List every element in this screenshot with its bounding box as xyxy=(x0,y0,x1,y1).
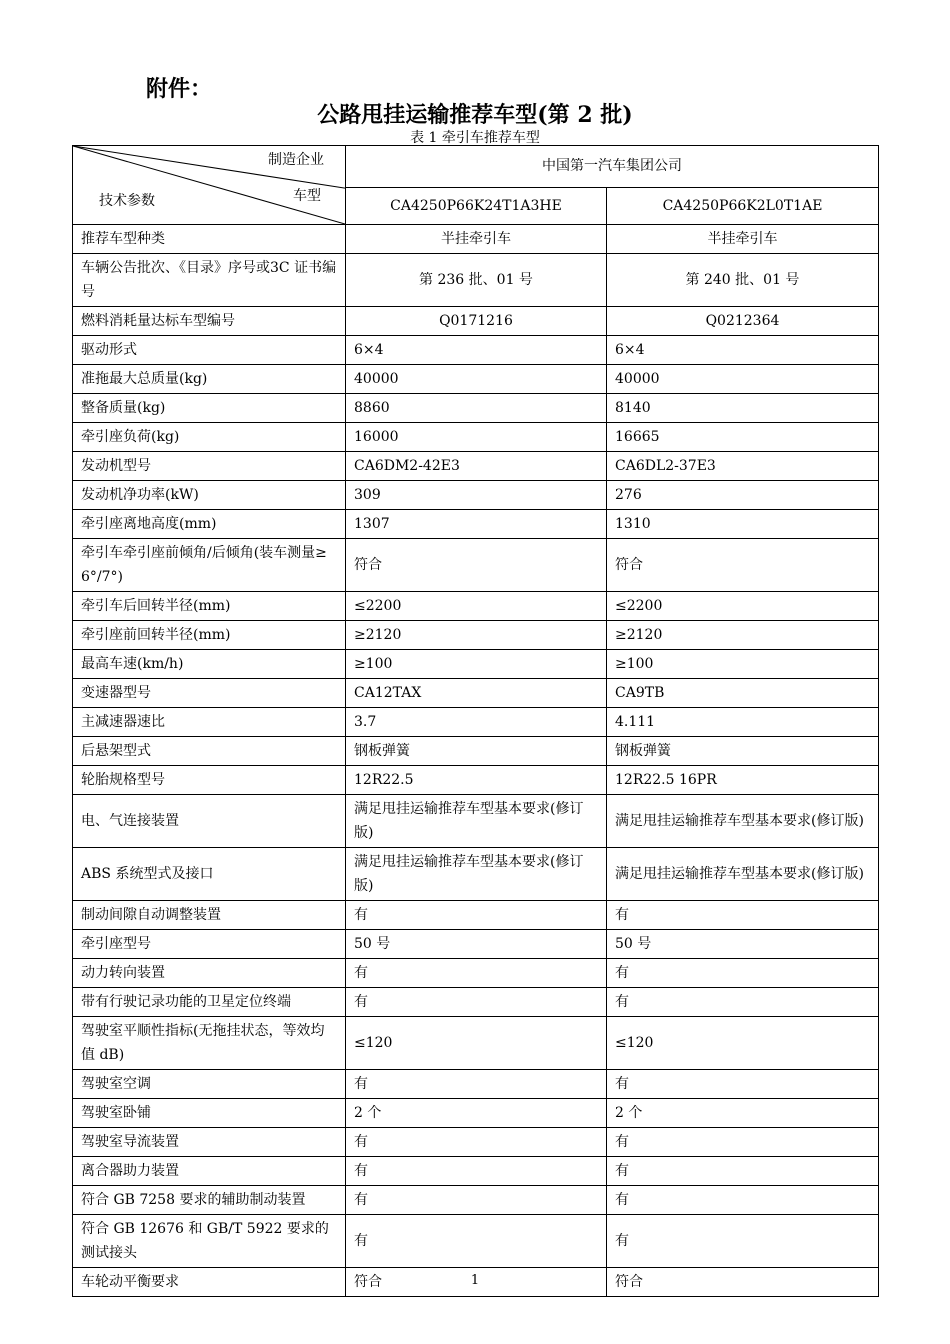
value-cell-a: 半挂牵引车 xyxy=(346,225,607,254)
table-row xyxy=(73,848,879,901)
value-cell-b: 有 xyxy=(607,959,879,988)
value-cell-b: 有 xyxy=(607,1157,879,1186)
value-cell-b: CA9TB xyxy=(607,679,879,708)
value-cell-a: ≥100 xyxy=(346,650,607,679)
value-cell-a: 6×4 xyxy=(346,336,607,365)
value-cell-b: ≤120 xyxy=(607,1017,879,1070)
value-cell-a: CA12TAX xyxy=(346,679,607,708)
table-row xyxy=(73,481,879,510)
value-cell-b: ≤2200 xyxy=(607,592,879,621)
table-row xyxy=(73,1017,879,1070)
value-cell-b: 满足甩挂运输推荐车型基本要求(修订版) xyxy=(607,795,879,848)
table-row xyxy=(73,365,879,394)
table-row xyxy=(73,1099,879,1128)
header-row-manufacturer xyxy=(73,146,879,188)
table-row xyxy=(73,930,879,959)
table-row xyxy=(73,1215,879,1268)
table-row xyxy=(73,795,879,848)
table-row xyxy=(73,510,879,539)
spec-table xyxy=(72,145,879,1297)
param-cell: 符合 GB 7258 要求的辅助制动装置 xyxy=(73,1186,346,1215)
param-cell: 车轮动平衡要求 xyxy=(73,1268,346,1297)
value-cell-a: 有 xyxy=(346,1186,607,1215)
value-cell-a: 有 xyxy=(346,988,607,1017)
value-cell-b: 2 个 xyxy=(607,1099,879,1128)
value-cell-a: 有 xyxy=(346,901,607,930)
table-row xyxy=(73,766,879,795)
param-cell: 离合器助力装置 xyxy=(73,1157,346,1186)
param-cell: 驱动形式 xyxy=(73,336,346,365)
document-title: 公路甩挂运输推荐车型(第 2 批) xyxy=(317,102,633,128)
manufacturer-cell: 中国第一汽车集团公司 xyxy=(346,146,879,188)
value-cell-a: 有 xyxy=(346,1128,607,1157)
table-caption: 表 1 牵引车推荐车型 xyxy=(410,130,540,146)
corner-label-params: 技术参数 xyxy=(99,193,155,209)
param-cell: 牵引车牵引座前倾角/后倾角(装车测量≥6°/7°) xyxy=(73,539,346,592)
value-cell-a: 满足甩挂运输推荐车型基本要求(修订版) xyxy=(346,848,607,901)
table-row xyxy=(73,254,879,307)
param-cell: 驾驶室平顺性指标(无拖挂状态，等效均值 dB) xyxy=(73,1017,346,1070)
table-row xyxy=(73,621,879,650)
value-cell-b: 16665 xyxy=(607,423,879,452)
value-cell-b: 12R22.5 16PR xyxy=(607,766,879,795)
table-row xyxy=(73,452,879,481)
table-row xyxy=(73,539,879,592)
corner-label-model: 车型 xyxy=(293,188,321,204)
value-cell-a: ≥2120 xyxy=(346,621,607,650)
value-cell-a: ≤120 xyxy=(346,1017,607,1070)
table-row xyxy=(73,225,879,254)
value-cell-b: 有 xyxy=(607,1128,879,1157)
param-cell: 驾驶室卧铺 xyxy=(73,1099,346,1128)
table-row xyxy=(73,336,879,365)
value-cell-a: 钢板弹簧 xyxy=(346,737,607,766)
value-cell-a: 有 xyxy=(346,1157,607,1186)
param-cell: 轮胎规格型号 xyxy=(73,766,346,795)
value-cell-a: 有 xyxy=(346,1070,607,1099)
annex-label: 附件： xyxy=(146,76,213,102)
param-cell: 发动机净功率(kW) xyxy=(73,481,346,510)
value-cell-a: 12R22.5 xyxy=(346,766,607,795)
value-cell-a: CA6DM2-42E3 xyxy=(346,452,607,481)
value-cell-a: 40000 xyxy=(346,365,607,394)
param-cell: 车辆公告批次、《目录》序号或3C 证书编号 xyxy=(73,254,346,307)
value-cell-a: 符合 xyxy=(346,1268,607,1297)
param-cell: 牵引座前回转半径(mm) xyxy=(73,621,346,650)
value-cell-b: Q0212364 xyxy=(607,307,879,336)
value-cell-a: 1307 xyxy=(346,510,607,539)
param-cell: 带有行驶记录功能的卫星定位终端 xyxy=(73,988,346,1017)
table-row xyxy=(73,737,879,766)
value-cell-b: 钢板弹簧 xyxy=(607,737,879,766)
value-cell-b: ≥100 xyxy=(607,650,879,679)
param-cell: 电、气连接装置 xyxy=(73,795,346,848)
value-cell-b: 8140 xyxy=(607,394,879,423)
value-cell-a: 有 xyxy=(346,959,607,988)
value-cell-a: 8860 xyxy=(346,394,607,423)
value-cell-b: 有 xyxy=(607,901,879,930)
value-cell-a: 3.7 xyxy=(346,708,607,737)
table-row xyxy=(73,1157,879,1186)
value-cell-b: 4.111 xyxy=(607,708,879,737)
corner-header-cell xyxy=(73,146,346,225)
value-cell-a: 符合 xyxy=(346,539,607,592)
table-row xyxy=(73,650,879,679)
param-cell: 驾驶室空调 xyxy=(73,1070,346,1099)
param-cell: 变速器型号 xyxy=(73,679,346,708)
param-cell: 牵引座型号 xyxy=(73,930,346,959)
corner-label-manufacturer: 制造企业 xyxy=(268,152,324,168)
param-cell: 符合 GB 12676 和 GB/T 5922 要求的测试接头 xyxy=(73,1215,346,1268)
value-cell-a: 满足甩挂运输推荐车型基本要求(修订版) xyxy=(346,795,607,848)
table-row xyxy=(73,423,879,452)
table-row xyxy=(73,1128,879,1157)
value-cell-b: 符合 xyxy=(607,539,879,592)
value-cell-a: 16000 xyxy=(346,423,607,452)
table-row xyxy=(73,394,879,423)
table-row xyxy=(73,307,879,336)
value-cell-b: 半挂牵引车 xyxy=(607,225,879,254)
table-row xyxy=(73,988,879,1017)
value-cell-b: 50 号 xyxy=(607,930,879,959)
table-row xyxy=(73,679,879,708)
table-row xyxy=(73,708,879,737)
param-cell: 燃料消耗量达标车型编号 xyxy=(73,307,346,336)
value-cell-b: 276 xyxy=(607,481,879,510)
table-row xyxy=(73,901,879,930)
value-cell-b: 6×4 xyxy=(607,336,879,365)
model-b-cell: CA4250P66K2L0T1AE xyxy=(607,187,879,224)
value-cell-a: 2 个 xyxy=(346,1099,607,1128)
value-cell-a: Q0171216 xyxy=(346,307,607,336)
value-cell-a: ≤2200 xyxy=(346,592,607,621)
value-cell-b: 第 240 批、01 号 xyxy=(607,254,879,307)
spec-table-body xyxy=(73,146,879,1297)
param-cell: 牵引车后回转半径(mm) xyxy=(73,592,346,621)
table-row xyxy=(73,1070,879,1099)
value-cell-a: 有 xyxy=(346,1215,607,1268)
param-cell: 制动间隙自动调整装置 xyxy=(73,901,346,930)
param-cell: 主减速器速比 xyxy=(73,708,346,737)
param-cell: 整备质量(kg) xyxy=(73,394,346,423)
param-cell: ABS 系统型式及接口 xyxy=(73,848,346,901)
value-cell-b: ≥2120 xyxy=(607,621,879,650)
value-cell-b: 满足甩挂运输推荐车型基本要求(修订版) xyxy=(607,848,879,901)
page-number: 1 xyxy=(470,1273,480,1288)
value-cell-a: 309 xyxy=(346,481,607,510)
value-cell-b: 有 xyxy=(607,988,879,1017)
param-cell: 牵引座离地高度(mm) xyxy=(73,510,346,539)
value-cell-b: 有 xyxy=(607,1215,879,1268)
param-cell: 推荐车型种类 xyxy=(73,225,346,254)
param-cell: 驾驶室导流装置 xyxy=(73,1128,346,1157)
table-row xyxy=(73,959,879,988)
value-cell-b: 有 xyxy=(607,1070,879,1099)
param-cell: 准拖最大总质量(kg) xyxy=(73,365,346,394)
param-cell: 发动机型号 xyxy=(73,452,346,481)
value-cell-a: 50 号 xyxy=(346,930,607,959)
table-row xyxy=(73,1186,879,1215)
value-cell-b: CA6DL2-37E3 xyxy=(607,452,879,481)
table-row xyxy=(73,592,879,621)
param-cell: 动力转向装置 xyxy=(73,959,346,988)
value-cell-b: 40000 xyxy=(607,365,879,394)
value-cell-b: 有 xyxy=(607,1186,879,1215)
param-cell: 后悬架型式 xyxy=(73,737,346,766)
model-a-cell: CA4250P66K24T1A3HE xyxy=(346,187,607,224)
param-cell: 最高车速(km/h) xyxy=(73,650,346,679)
value-cell-b: 1310 xyxy=(607,510,879,539)
param-cell: 牵引座负荷(kg) xyxy=(73,423,346,452)
value-cell-a: 第 236 批、01 号 xyxy=(346,254,607,307)
value-cell-b: 符合 xyxy=(607,1268,879,1297)
